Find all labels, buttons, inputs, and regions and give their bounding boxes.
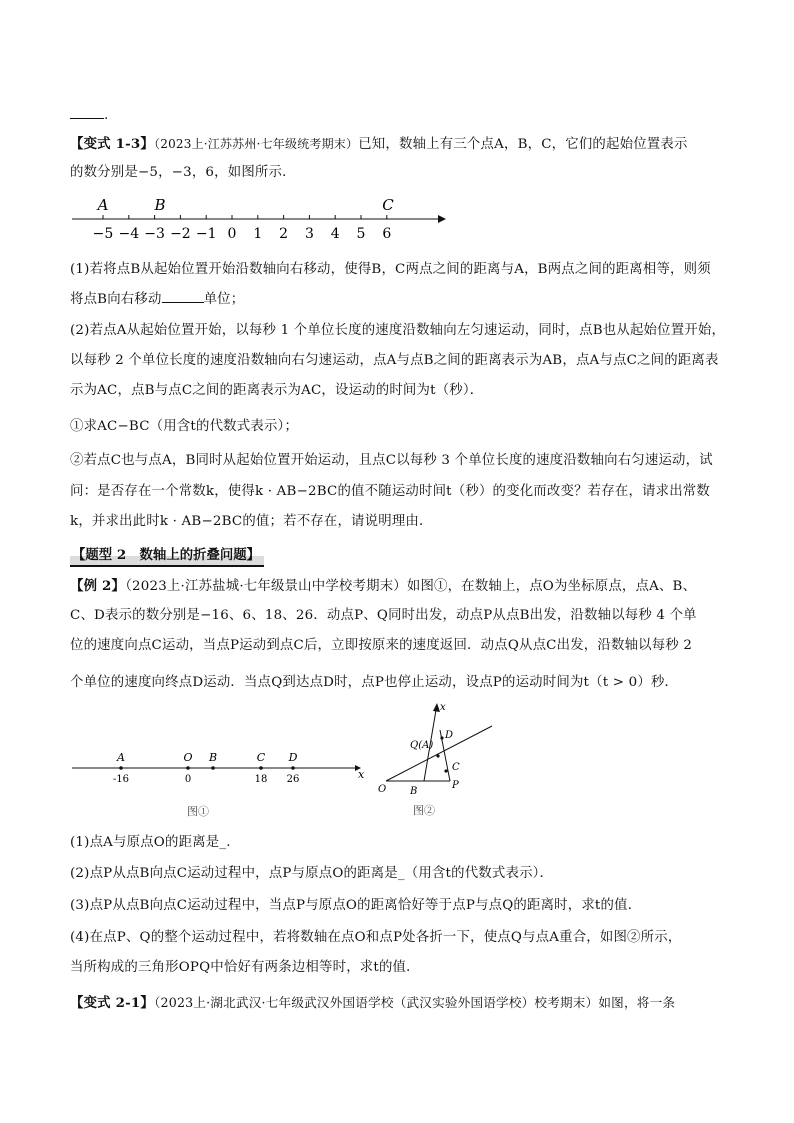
tick-label: 3 xyxy=(304,226,314,242)
fig2-label-p: P xyxy=(452,780,459,791)
svg-text:A: A xyxy=(117,751,125,764)
fig2-label-d: D xyxy=(445,730,454,741)
example-2-line4: 个单位的速度向终点D运动．当点Q到达点D时，点P也停止运动，设点P的运动时间为t（t > 0）秒． xyxy=(70,675,679,690)
fig2-axis-x: x xyxy=(440,702,446,713)
variant-1-3-q2-line2: 以每秒 2 个单位长度的速度沿数轴向右匀速运动，点A与点B之间的距离表示为AB，点A与点C之间的距离表 xyxy=(70,353,719,368)
variant-1-3-line2: 的数分别是−5，−3，6，如图所示． xyxy=(70,165,296,180)
top-answer-blank: . xyxy=(70,106,730,126)
example-2-q2: (2)点P从点B向点C运动过程中，点P与原点O的距离是_（用含t的代数式表示）． xyxy=(70,866,554,881)
tick-label: 2 xyxy=(279,226,289,242)
example-2-q4-line2: 当所构成的三角形OPQ中恰好有两条边相等时，求t的值． xyxy=(70,960,420,975)
variant-2-1-tag: 【变式 2-1】 xyxy=(70,995,155,1011)
section-header-type2: 【题型 2 数轴上的折叠问题】 xyxy=(70,545,264,567)
example-2-line1: 【例 2】（2023上·江苏盐城·七年级景山中学校考期末）如图①，在数轴上，点O为坐标原点，点A、B、 xyxy=(70,578,697,594)
variant-1-3-q2-sub1: ①求AC−BC（用含t的代数式表示）； xyxy=(70,419,299,434)
figure-1-number-line xyxy=(70,742,370,822)
svg-text:26: 26 xyxy=(286,774,300,785)
tick-label: −1 xyxy=(195,226,217,242)
variant-1-3-q2-sub2-line2: 问：是否存在一个常数k，使得k · AB−2BC的值不随运动时间t（秒）的变化而改变？若存在，请求出常数 xyxy=(70,484,710,499)
tick-label: 6 xyxy=(382,226,392,242)
example-2-q1: (1)点A与原点O的距离是_. xyxy=(70,835,231,850)
example-2-line3: 位的速度向点C运动，当点P运动到点C后，立即按原来的速度返回．动点Q从点C出发，沿数轴以每秒 2 xyxy=(70,638,693,653)
variant-1-3-q1-line1: (1)若将点B从起始位置开始沿数轴向右移动，使得B，C两点之间的距离与A，B两点之间的距离相等，则须 xyxy=(70,262,711,277)
variant-1-3-source: （2023上·江苏苏州·七年级统考期末） xyxy=(154,137,359,151)
tick-label: −2 xyxy=(170,226,191,242)
variant-1-3-q2-line3: 示为AC，点B与点C之间的距离表示为AC，设运动的时间为t（秒）． xyxy=(70,383,484,398)
fig1-point-b xyxy=(208,751,217,770)
svg-text:B: B xyxy=(208,751,218,764)
fig2-label-qa: Q(A) xyxy=(410,740,434,751)
variant-1-3-q2-sub2-line1: ②若点C也与点A，B同时从起始位置开始运动，且点C以每秒 3 个单位长度的速度沿数轴向右匀速运动，试 xyxy=(70,453,713,468)
variant-2-1-line1: 【变式 2-1】（2023上·湖北武汉·七年级武汉外国语学校（武汉实验外国语学校）校考期末）如图，将一条 xyxy=(70,995,676,1011)
variant-1-3-tag: 【变式 1-3】 xyxy=(70,136,155,152)
svg-text:O: O xyxy=(183,751,193,764)
figure-2-triangle xyxy=(372,700,502,824)
point-label-a: A xyxy=(97,196,109,214)
svg-text:D: D xyxy=(288,751,298,764)
tick-label: −4 xyxy=(118,226,140,242)
tick-label: −5 xyxy=(92,226,114,242)
number-line-abc xyxy=(70,194,450,244)
fig2-label-b: B xyxy=(410,786,418,797)
figure-2-caption: 图② xyxy=(413,804,435,817)
example-2-tag: 【例 2】 xyxy=(70,578,126,594)
variant-1-3-q2-line1: (2)若点A从起始位置开始，以每秒 1 个单位长度的速度沿数轴向左匀速运动，同时，点B也从起始位置开始， xyxy=(70,323,726,338)
svg-text:18: 18 xyxy=(254,774,268,785)
variant-1-3-q1-line2: 将点B向右移动 单位； xyxy=(70,292,245,307)
example-2-q4-line1: (4)在点P、Q的整个运动过程中，若将数轴在点O和点P处各折一下，使点Q与点A重合，如图②所示， xyxy=(70,930,682,945)
tick-label: 4 xyxy=(330,226,340,242)
tick-label: −3 xyxy=(144,226,165,242)
variant-1-3-line1: 【变式 1-3】（2023上·江苏苏州·七年级统考期末）已知，数轴上有三个点A，B，C，它们的起始位置表示 xyxy=(70,136,688,152)
figure-1-caption: 图① xyxy=(187,805,209,818)
variant-1-3-q2-sub2-line3: k，并求出此时k · AB−2BC的值；若不存在，请说明理由． xyxy=(70,514,433,529)
axis-x-label: x xyxy=(358,768,365,781)
example-2-q3: (3)点P从点B向点C运动过程中，当点P与原点O的距离恰好等于点P与点Q的距离时，求t的值． xyxy=(70,898,642,913)
svg-text:-16: -16 xyxy=(112,774,130,785)
point-label-b: B xyxy=(154,196,166,214)
tick-label: 5 xyxy=(356,226,366,242)
point-label-c: C xyxy=(382,196,394,214)
svg-text:C: C xyxy=(256,751,266,764)
tick-label: 0 xyxy=(227,226,237,242)
fig2-label-o: O xyxy=(378,784,387,795)
tick-label: 1 xyxy=(253,226,263,242)
svg-text:0: 0 xyxy=(184,774,192,785)
example-2-line2: C、D表示的数分别是−16、6、18、26．动点P、Q同时出发，动点P从点B出发，沿数轴以每秒 4 个单 xyxy=(70,608,697,623)
fig2-label-c: C xyxy=(452,762,460,773)
